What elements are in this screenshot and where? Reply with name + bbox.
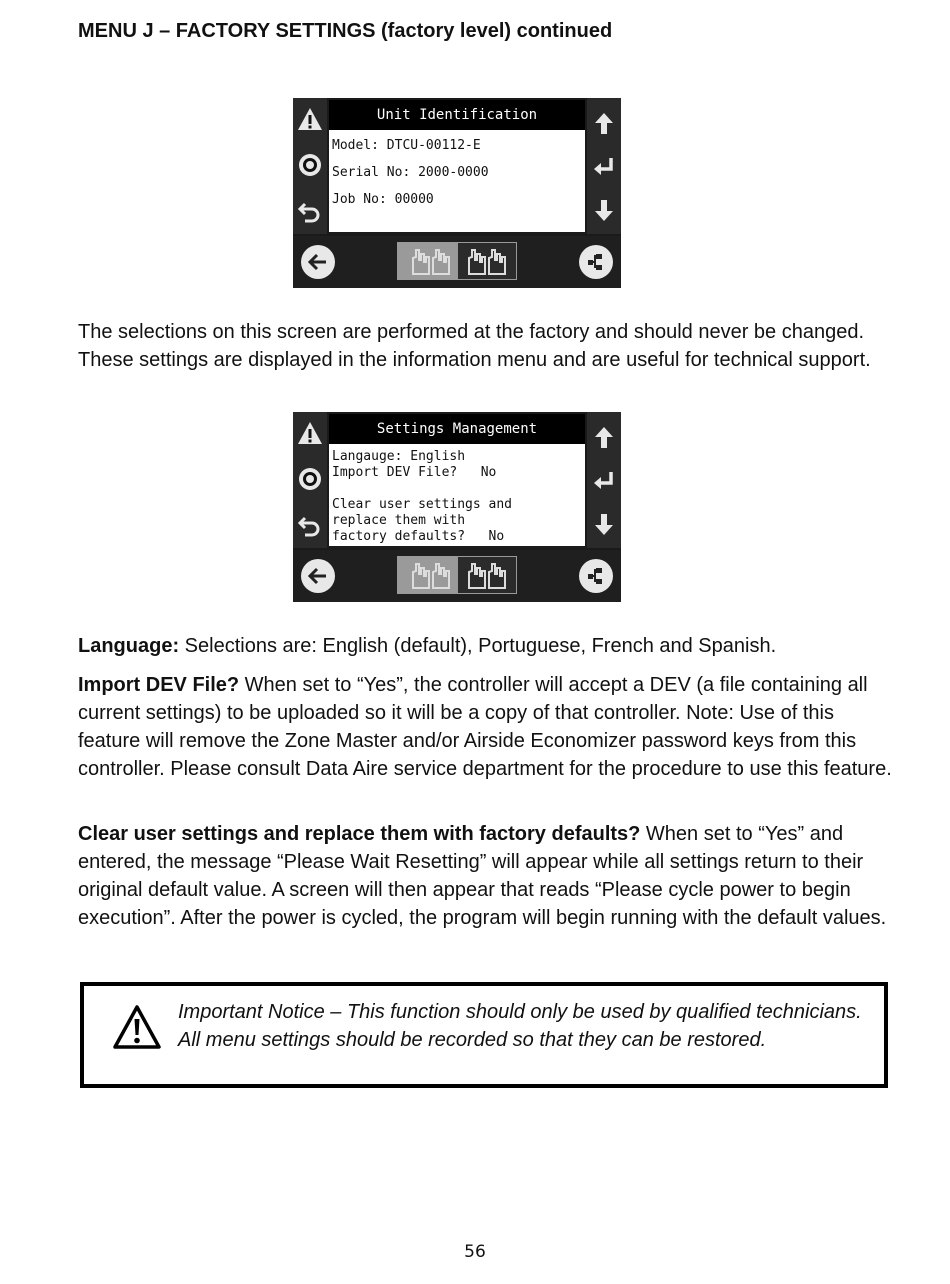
language-text: Selections are: English (default), Portuguese, French and Spanish. [179, 635, 777, 657]
enter-circle-icon[interactable] [296, 146, 324, 184]
unit-identification-screen [293, 98, 621, 288]
right-button-column [587, 412, 621, 548]
previous-icon[interactable] [301, 559, 335, 593]
language-label: Language: [78, 635, 180, 657]
enter-circle-icon[interactable] [296, 460, 324, 498]
serial-line: Serial No: 2000-0000 [332, 165, 489, 180]
page-heading: MENU J – FACTORY SETTINGS (factory level) continued [78, 20, 613, 42]
access-level-indicator [397, 556, 517, 594]
arrow-up-icon[interactable] [590, 418, 618, 456]
alarm-icon[interactable] [296, 100, 324, 138]
clear-settings-line-2: replace them with [332, 513, 466, 528]
screen-title: Unit Identification [329, 100, 585, 130]
hand-unlock-icon [457, 242, 517, 280]
job-line: Job No: 00000 [332, 192, 434, 207]
hand-unlock-icon [457, 556, 517, 594]
language-line: Langauge: English [332, 449, 466, 464]
back-icon[interactable] [296, 192, 324, 230]
bottom-bar [293, 236, 621, 288]
settings-management-screen [293, 412, 621, 602]
clear-settings-line-3: factory defaults? No [332, 529, 505, 544]
clear-settings-paragraph [78, 820, 898, 932]
lcd-display [329, 100, 585, 232]
previous-icon[interactable] [301, 245, 335, 279]
return-icon[interactable] [590, 462, 618, 500]
clear-settings-text: When set to “Yes” and entered, the message “Please Wait Resetting” will appear while all settings return to their original default value. A screen will then appear that reads “Please cycle power to begin execution”. After the power is cycled, the program will begin running with the default values. [78, 823, 887, 929]
arrow-down-icon[interactable] [590, 192, 618, 230]
back-icon[interactable] [296, 506, 324, 544]
language-paragraph [78, 632, 898, 660]
clear-settings-label: Clear user settings and replace them with factory defaults? [78, 823, 641, 845]
return-icon[interactable] [590, 148, 618, 186]
access-level-indicator [397, 242, 517, 280]
clear-settings-line-1: Clear user settings and [332, 497, 513, 512]
alarm-icon[interactable] [296, 414, 324, 452]
import-dev-line: Import DEV File? No [332, 465, 497, 480]
right-button-column [587, 98, 621, 234]
notice-text: Important Notice – This function should only be used by qualified technicians. All menu settings should be recorded so that they can be restored. [178, 1001, 862, 1051]
hand-lock-icon [397, 242, 457, 280]
model-line: Model: DTCU-00112-E [332, 138, 481, 153]
important-notice-box [80, 982, 888, 1088]
import-dev-text: When set to “Yes”, the controller will accept a DEV (a file containing all current settings) to be uploaded so it will be a copy of that controller. Note: Use of this feature will remove the Zone Master and/or Airside Economizer password keys from this controller. Please consult Data Aire service department for the procedure to use this feature. [78, 674, 892, 780]
arrow-down-icon[interactable] [590, 506, 618, 544]
screen-title: Settings Management [329, 414, 585, 444]
menu-icon[interactable] [579, 559, 613, 593]
bottom-bar [293, 550, 621, 602]
hand-lock-icon [397, 556, 457, 594]
left-button-column [293, 98, 327, 234]
page-number: 56 [464, 1242, 486, 1262]
import-dev-label: Import DEV File? [78, 674, 240, 696]
left-button-column [293, 412, 327, 548]
lcd-display [329, 414, 585, 546]
menu-icon[interactable] [579, 245, 613, 279]
intro-paragraph: The selections on this screen are performed at the factory and should never be changed. These settings are displayed in the information menu and are useful for technical support. [78, 321, 871, 371]
warning-triangle-icon [112, 1004, 162, 1050]
import-dev-paragraph [78, 671, 898, 783]
arrow-up-icon[interactable] [590, 104, 618, 142]
